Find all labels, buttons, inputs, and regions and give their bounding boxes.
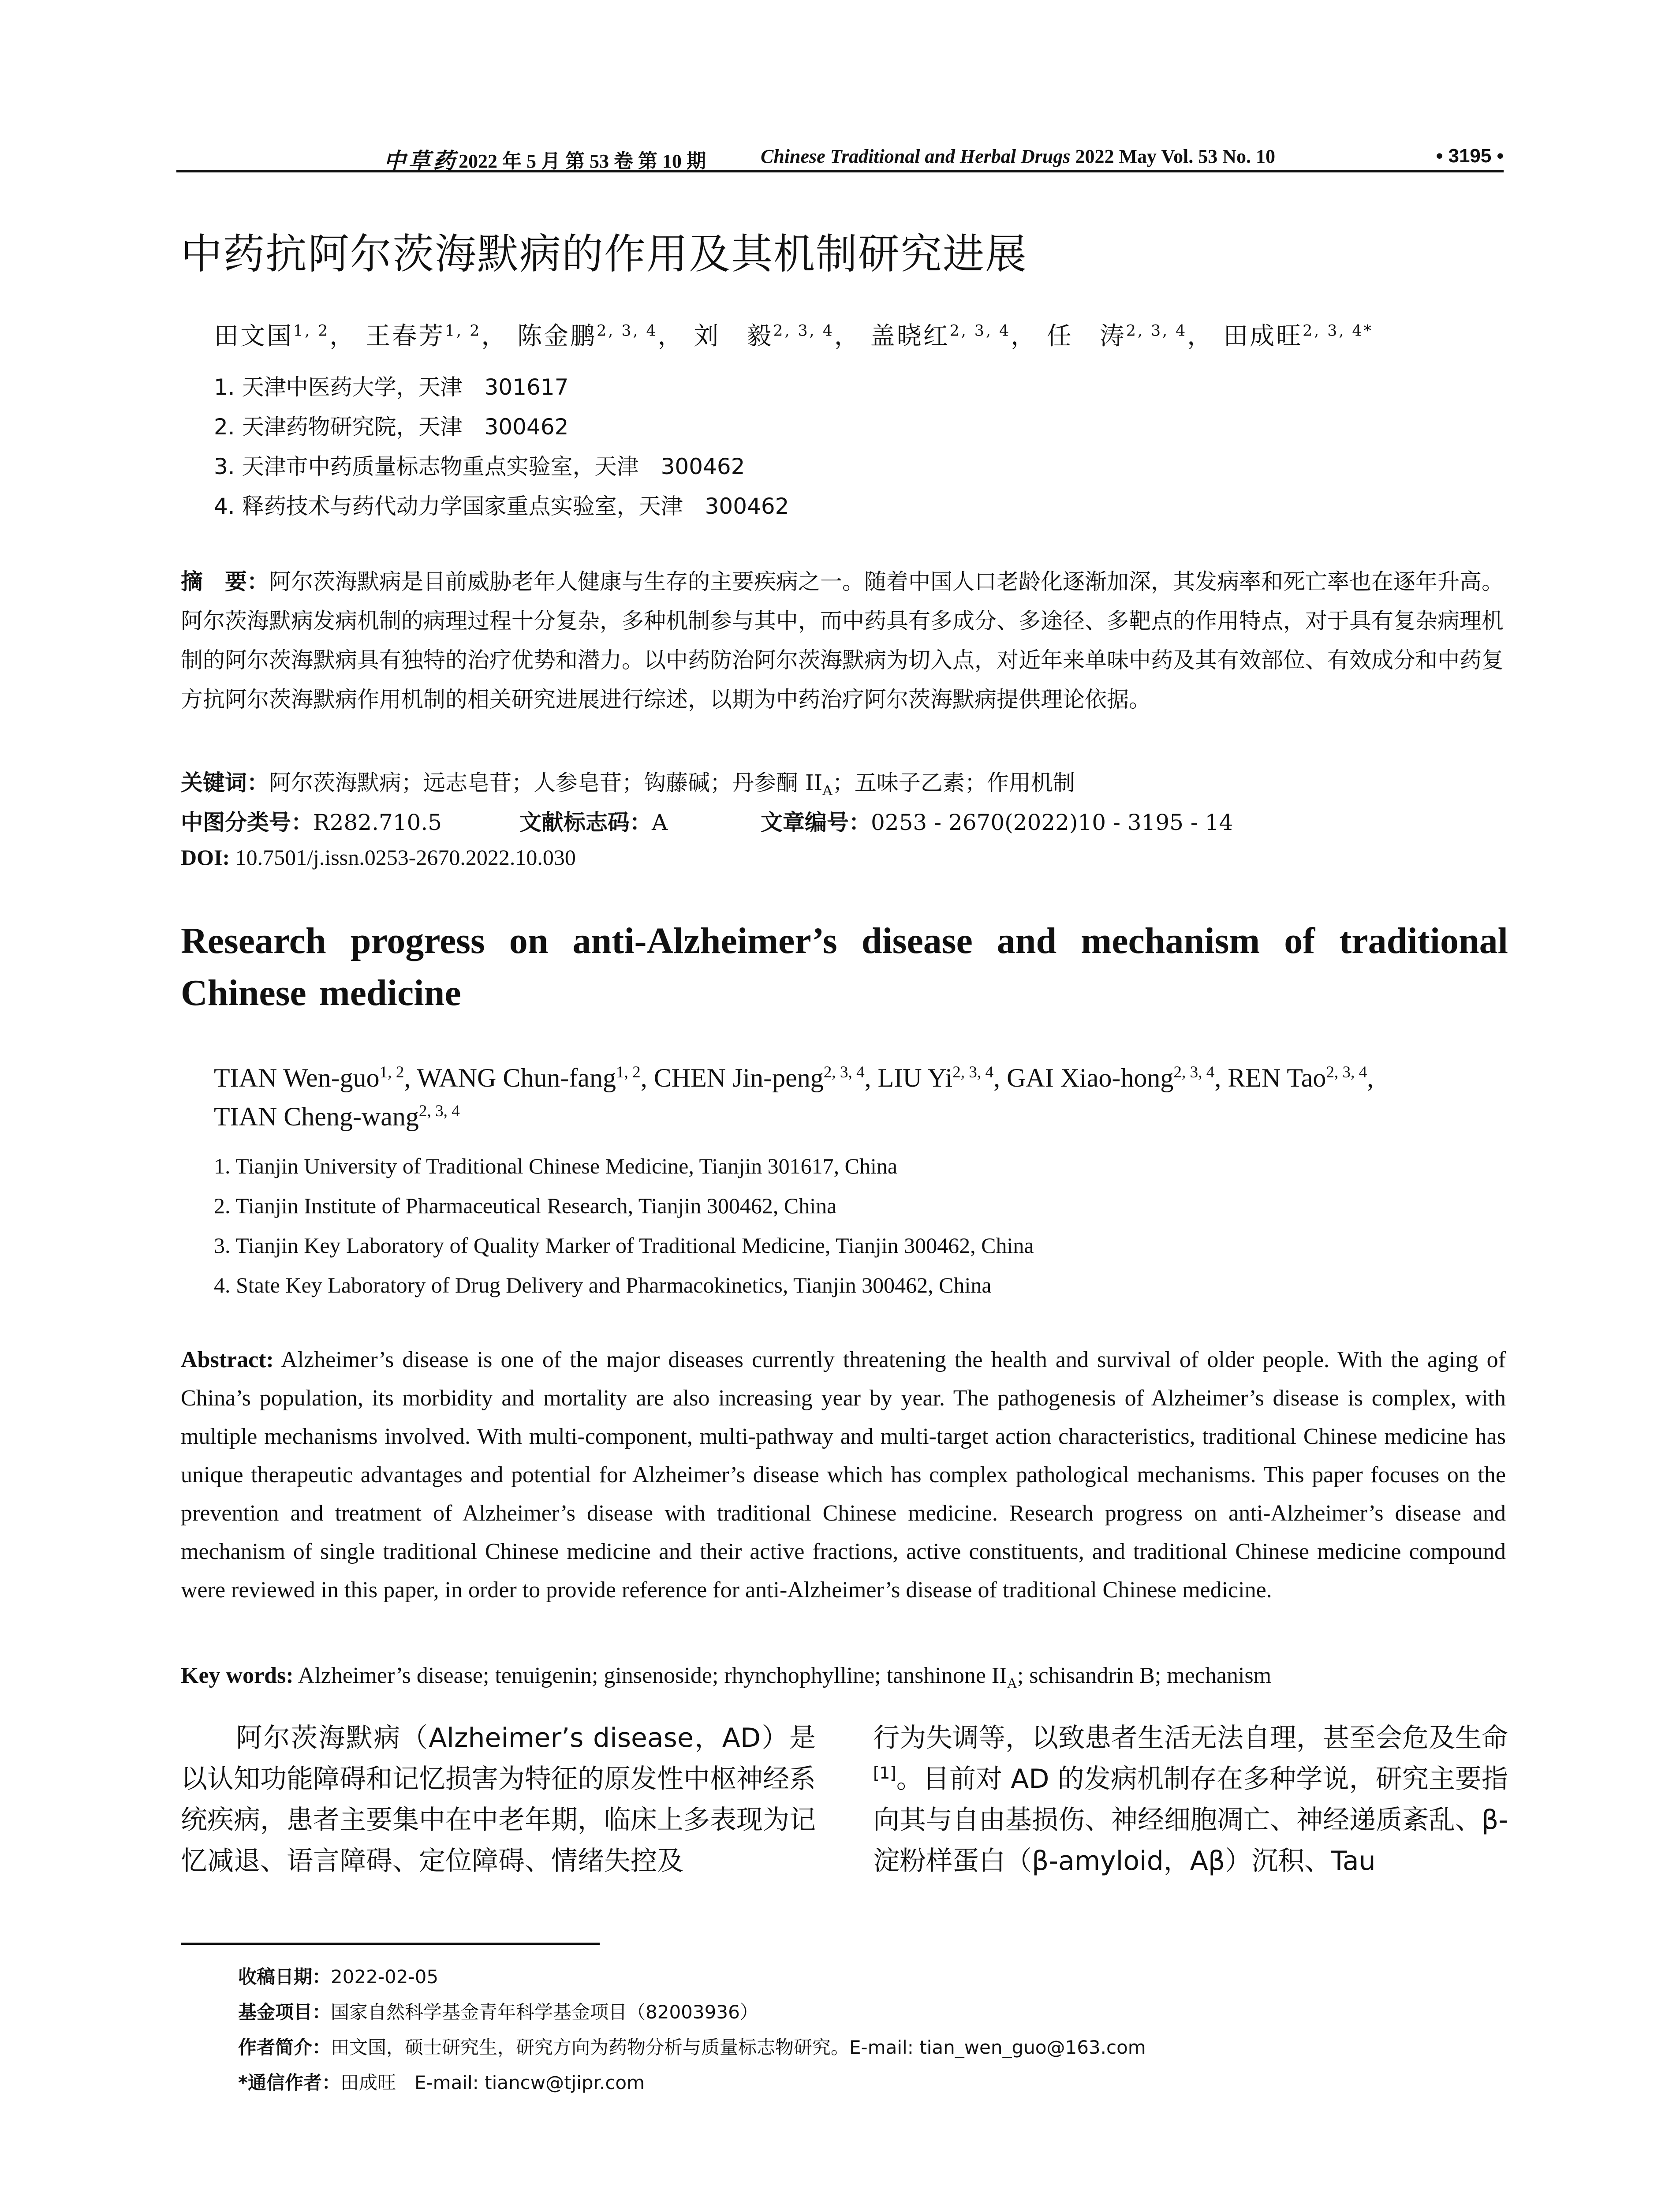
author-affiliation-sup: 1, 2	[445, 322, 482, 340]
author-name: 盖晓红	[870, 322, 950, 351]
keywords-cn	[181, 765, 1075, 797]
footnote-text: 田文国，硕士研究生，研究方向为药物分析与质量标志物研究。E-mail: tian_wen_guo@163.com	[331, 2037, 1146, 2058]
abstract-en	[181, 1341, 1506, 1609]
author-affiliation-sup: 2, 3, 4	[773, 322, 834, 340]
affiliation-en: 3. Tianjin Key Laboratory of Quality Marker of Traditional Medicine, Tianjin 300462, China	[214, 1233, 1034, 1258]
body-column-left: 阿尔茨海默病（Alzheimer’s disease，AD）是以认知功能障碍和记忆损害为特征的原发性中枢神经系统疾病，患者主要集中在中老年期，临床上多表现为记忆减退、语言障碍、定位障碍、情绪失控及	[181, 1723, 816, 1876]
footnote-text: 国家自然科学基金青年科学基金项目（82003936）	[331, 2001, 758, 2023]
author-name: TIAN Wen-guo	[214, 1063, 380, 1092]
keywords-text-cn: 阿尔茨海默病；远志皂苷；人参皂苷；钩藤碱；丹参酮 II	[269, 770, 823, 796]
author-affiliation-sup: 1, 2	[616, 1063, 641, 1081]
article-title-cn: 中药抗阿尔茨海默病的作用及其机制研究进展	[181, 230, 1028, 278]
body-text: 。目前对 AD 的发病机制存在多种学说，研究主要指向其与自由基损伤、神经细胞凋亡、神经递质紊乱、β-淀粉样蛋白（β-amyloid，Aβ）沉积、Tau	[873, 1764, 1508, 1876]
abstract-label-en: Abstract:	[181, 1347, 274, 1372]
footnote-label: 作者简介：	[238, 2037, 331, 2058]
footnote-label: 收稿日期：	[238, 1966, 331, 1988]
article-number	[761, 805, 1233, 837]
affiliation-en: 1. Tianjin University of Traditional Chinese Medicine, Tianjin 301617, China	[214, 1154, 898, 1178]
footnote-corresponding	[238, 2068, 645, 2095]
author-affiliation-sup: 1, 2	[379, 1063, 404, 1081]
abstract-cn	[181, 562, 1504, 719]
author-name: GAI Xiao-hong	[1007, 1063, 1174, 1092]
keywords-en	[181, 1663, 1506, 1689]
author-affiliation-sup: 2, 3, 4	[1126, 322, 1187, 340]
clc-label: 中图分类号：	[181, 810, 313, 835]
author-name: WANG Chun-fang	[417, 1063, 616, 1092]
author-name: 刘 毅	[694, 322, 773, 351]
author-name: REN Tao	[1228, 1063, 1326, 1092]
author-name: CHEN Jin-peng	[653, 1063, 824, 1092]
journal-logo: 中草药	[384, 149, 458, 173]
author-name: 陈金鹏	[517, 322, 597, 351]
abstract-text-en: Alzheimer’s disease is one of the major diseases currently threatening the health and survival of older people. With the aging of China’s population, its morbidity and mortality are also increasing year by year. The pathogenesis of Alzheimer’s disease is complex, with multiple mechanisms involved. With multi-component, multi-pathway and multi-target action characteristics, traditional Chinese medicine has unique therapeutic advantages and potential for Alzheimer’s disease which has complex pathological mechanisms. This paper focuses on the prevention and treatment of Alzheimer’s disease with traditional Chinese medicine. Research progress on anti-Alzheimer’s disease and mechanism of single traditional Chinese medicine and their active fractions, active constituents, and traditional Chinese medicine compound were reviewed in this paper, in order to provide reference for anti-Alzheimer’s disease of traditional Chinese medicine.	[181, 1347, 1506, 1603]
author-list-cn: 田文国$^{1, 2}$， 王春芳$^{1, 2}$， 陈金鹏$^{2, 3, 4}$， 刘 毅$^{2, 3, 4}$， 盖晓红$^{2, 3, 4}$， 任 涛$^{2, 3, 4}$， 田成旺$^{2, 3, 4*}$	[214, 322, 1373, 351]
author-name: LIU Yi	[877, 1063, 953, 1092]
footnote-received	[238, 1962, 438, 1989]
affiliation-en: 4. State Key Laboratory of Drug Delivery and Pharmacokinetics, Tianjin 300462, China	[214, 1273, 992, 1297]
articleno-label: 文章编号：	[761, 810, 871, 835]
author-affiliation-sup: 1, 2	[293, 322, 330, 340]
classification-line	[181, 805, 442, 837]
footnote-divider	[181, 1943, 600, 1945]
author-affiliation-sup: 2, 3, 4	[949, 322, 1011, 340]
affiliation-cn: 4. 释药技术与药代动力学国家重点实验室，天津 300462	[214, 493, 789, 519]
keywords-subscript: A	[822, 783, 833, 799]
journal-name-en: Chinese Traditional and Herbal Drugs	[761, 146, 1071, 167]
author-affiliation-sup: 2, 3, 4	[1326, 1063, 1367, 1081]
keywords-text-en-tail: ; schisandrin B; mechanism	[1017, 1663, 1272, 1688]
footnote-label: 基金项目：	[238, 2001, 331, 2023]
author-affiliation-sup: 2, 3, 4	[952, 1063, 994, 1081]
author-name: 王春芳	[366, 322, 445, 351]
footnote-text: 2022-02-05	[331, 1966, 439, 1988]
abstract-text-cn: 阿尔茨海默病是目前威胁老年人健康与生存的主要疾病之一。随着中国人口老龄化逐渐加深，其发病率和死亡率也在逐年升高。阿尔茨海默病发病机制的病理过程十分复杂，多种机制参与其中，而中药具有多成分、多途径、多靶点的作用特点，对于具有复杂病理机制的阿尔茨海默病具有独特的治疗优势和潜力。以中药防治阿尔茨海默病为切入点，对近年来单味中药及其有效部位、有效成分和中药复方抗阿尔茨海默病作用机制的相关研究进展进行综述，以期为中药治疗阿尔茨海默病提供理论依据。	[181, 569, 1504, 712]
articleno-value: 0253 - 2670(2022)10 - 3195 - 14	[871, 810, 1233, 835]
author-name: TIAN Cheng-wang	[214, 1102, 419, 1131]
author-name: 田成旺	[1223, 322, 1303, 351]
keywords-label-cn: 关键词：	[181, 770, 269, 796]
abstract-label-cn: 摘 要：	[181, 569, 269, 594]
page-number: • 3195 •	[1436, 145, 1504, 167]
article-title-en: Research progress on anti-Alzheimer’s disease and mechanism of traditional Chinese medicine	[181, 920, 1508, 1013]
footnote-text: 田成旺 E-mail: tiancw@tjipr.com	[340, 2072, 645, 2093]
issue-number-en: 2022 May Vol. 53 No. 10	[1075, 146, 1275, 167]
author-affiliation-sup: 2, 3, 4	[1173, 1063, 1215, 1081]
footnote-funding	[238, 1998, 758, 2024]
affiliation-cn: 1. 天津中医药大学，天津 301617	[214, 374, 569, 400]
body-column-right	[873, 1718, 1508, 1882]
doccode-value: A	[652, 810, 668, 835]
author-name: 任 涛	[1046, 322, 1126, 351]
doi-link[interactable]: 10.7501/j.issn.0253-2670.2022.10.030	[230, 845, 576, 870]
keywords-text-cn-tail: ；五味子乙素；作用机制	[832, 770, 1075, 796]
doi-label: DOI:	[181, 845, 230, 870]
author-affiliation-sup: 2, 3, 4*	[1303, 322, 1373, 340]
keywords-label-en: Key words:	[181, 1663, 294, 1688]
doi-line	[181, 845, 576, 870]
author-affiliation-sup: 2, 3, 4	[597, 322, 658, 340]
citation-ref[interactable]: [1]	[873, 1763, 896, 1783]
footnote-author-bio	[238, 2033, 1146, 2059]
issue-info-en	[761, 145, 1275, 168]
affiliation-cn: 3. 天津市中药质量标志物重点实验室，天津 300462	[214, 454, 745, 479]
running-header	[176, 143, 1504, 172]
footnote-label: *通信作者：	[238, 2072, 340, 2093]
author-affiliation-sup: 2, 3, 4	[823, 1063, 865, 1081]
affiliation-cn: 2. 天津药物研究院，天津 300462	[214, 414, 569, 440]
body-text: 行为失调等，以致患者生活无法自理，甚至会危及生命	[873, 1723, 1508, 1753]
author-affiliation-sup: 2, 3, 4	[418, 1102, 460, 1120]
document-code	[519, 805, 668, 837]
issue-info-cn: 2022 年 5 月 第 53 卷 第 10 期	[459, 150, 706, 172]
doccode-label: 文献标志码：	[519, 810, 652, 835]
author-list-en: TIAN Wen-guo$^{1, 2}$, WANG Chun-fang$^{1, 2}$, CHEN Jin-peng$^{2, 3, 4}$, LIU Yi$^{2, 3, 4}$, GAI Xiao-hong$^{2, 3, 4}$, REN Tao$^{2, 3, 4}$, TIAN Cheng-wang$^{2, 3, 4}$	[214, 1063, 1374, 1131]
author-name: 田文国	[214, 322, 293, 351]
affiliation-en: 2. Tianjin Institute of Pharmaceutical Research, Tianjin 300462, China	[214, 1193, 837, 1218]
keywords-subscript: A	[1007, 1675, 1017, 1691]
clc-value: R282.710.5	[313, 810, 442, 835]
keywords-text-en: Alzheimer’s disease; tenuigenin; ginsenoside; rhynchophylline; tanshinone II	[293, 1663, 1007, 1688]
